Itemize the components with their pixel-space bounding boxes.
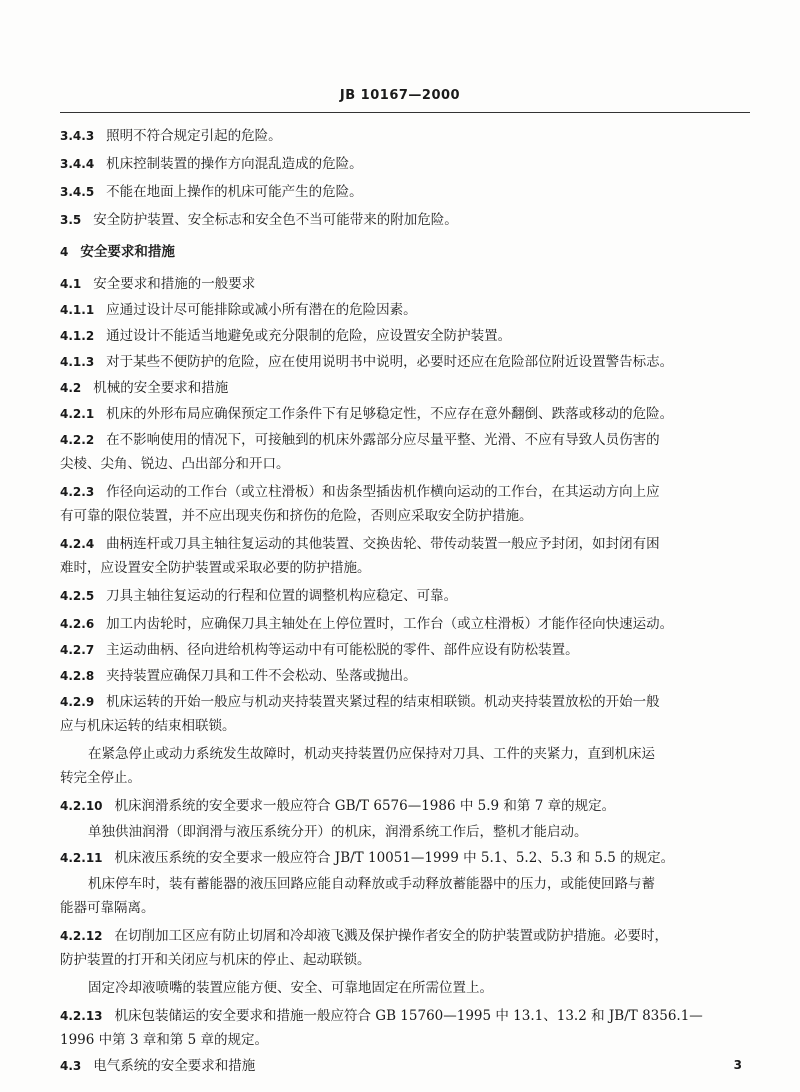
clause-4-2-10 — [60, 796, 615, 816]
clause-text: 机械的安全要求和措施 — [93, 380, 229, 396]
clause-paragraph — [60, 978, 493, 998]
section-title: 安全要求和措施 — [80, 244, 175, 260]
clause-number: 3.4.4 — [60, 157, 95, 171]
page-header: JB 10167—2000 — [339, 88, 461, 103]
clause-text: 应与机床运转的结束相联锁。 — [60, 718, 236, 734]
clause-number: 3.4.3 — [60, 129, 95, 143]
clause-continuation — [60, 716, 236, 736]
clause-number: 3.4.5 — [60, 185, 95, 199]
clause-text: 能器可靠隔离。 — [60, 900, 155, 916]
clause-continuation — [60, 506, 533, 526]
clause-number: 4.2.7 — [60, 643, 95, 657]
clause-number: 4.2.4 — [60, 537, 95, 551]
clause-3-4-5 — [60, 182, 363, 202]
clause-number: 4.2.11 — [60, 851, 103, 865]
clause-continuation — [60, 768, 141, 788]
clause-number: 4.1.2 — [60, 329, 95, 343]
clause-number: 4.2.5 — [60, 589, 95, 603]
clause-text: 防护装置的打开和关闭应与机床的停止、起动联锁。 — [60, 952, 371, 968]
clause-paragraph — [60, 874, 655, 894]
clause-number: 4.2.12 — [60, 929, 103, 943]
clause-number: 4.2.3 — [60, 485, 95, 499]
clause-text: 通过设计不能适当地避免或充分限制的危险，应设置安全防护装置。 — [106, 328, 512, 344]
clause-number: 4.1.3 — [60, 355, 95, 369]
clause-4-2-9 — [60, 692, 660, 712]
clause-4-2-1 — [60, 404, 673, 424]
clause-4-2-3 — [60, 482, 660, 502]
clause-number: 3.5 — [60, 213, 82, 227]
clause-number: 4.1 — [60, 277, 82, 291]
clause-number: 4.2.2 — [60, 433, 95, 447]
clause-4-1 — [60, 274, 255, 294]
clause-text: 主运动曲柄、径向进给机构等运动中有可能松脱的零件、部件应设有防松装置。 — [106, 642, 579, 658]
clause-4-2-12 — [60, 926, 668, 946]
clause-text: 尖棱、尖角、锐边、凸出部分和开口。 — [60, 456, 290, 472]
clause-text: 机床控制装置的操作方向混乱造成的危险。 — [106, 156, 363, 172]
clause-text: 电气系统的安全要求和措施 — [93, 1058, 256, 1074]
clause-text: 安全防护装置、安全标志和安全色不当可能带来的附加危险。 — [93, 212, 458, 228]
clause-4-1-3 — [60, 352, 673, 372]
clause-text: 曲柄连杆或刀具主轴往复运动的其他装置、交换齿轮、带传动装置一般应予封闭，如封闭有困 — [106, 536, 660, 552]
clause-3-5 — [60, 210, 458, 230]
clause-paragraph — [60, 744, 655, 764]
clause-text: 难时，应设置安全防护装置或采取必要的防护措施。 — [60, 560, 371, 576]
clause-text: 夹持装置应确保刀具和工件不会松动、坠落或抛出。 — [106, 668, 417, 684]
clause-4-1-1 — [60, 300, 417, 320]
clause-number: 4.2.6 — [60, 617, 95, 631]
clause-text: 作径向运动的工作台（或立柱滑板）和齿条型插齿机作横向运动的工作台，在其运动方向上应 — [106, 484, 660, 500]
clause-text: 在不影响使用的情况下，可接触到的机床外露部分应尽量平整、光滑、不应有导致人员伤害的 — [106, 432, 660, 448]
clause-text: 加工内齿轮时，应确保刀具主轴处在上停位置时，工作台（或立柱滑板）才能作径向快速运动。 — [106, 616, 674, 632]
clause-number: 4.2.8 — [60, 669, 95, 683]
clause-4-2-11 — [60, 848, 674, 868]
header-rule — [60, 112, 750, 113]
clause-text: 对于某些不便防护的危险，应在使用说明书中说明，必要时还应在危险部位附近设置警告标志。 — [106, 354, 674, 370]
clause-4-2-8 — [60, 666, 417, 686]
clause-4-3 — [60, 1056, 255, 1076]
clause-text: 1996 中第 3 章和第 5 章的规定。 — [60, 1032, 268, 1048]
clause-continuation — [60, 454, 290, 474]
clause-text: 应通过设计尽可能排除或减小所有潜在的危险因素。 — [106, 302, 417, 318]
clause-text: 不能在地面上操作的机床可能产生的危险。 — [106, 184, 363, 200]
clause-4-1-2 — [60, 326, 511, 346]
clause-text: 机床运转的开始一般应与机动夹持装置夹紧过程的结束相联锁。机动夹持装置放松的开始一般 — [106, 694, 660, 710]
clause-number: 4.2.10 — [60, 799, 103, 813]
clause-4-2-13 — [60, 1006, 703, 1026]
clause-text: 单独供油润滑（即润滑与液压系统分开）的机床，润滑系统工作后，整机才能启动。 — [88, 824, 588, 840]
clause-number: 4.2 — [60, 381, 82, 395]
clause-4-2-6 — [60, 614, 673, 634]
clause-continuation — [60, 1030, 268, 1050]
clause-text: 机床停车时，装有蓄能器的液压回路应能自动释放或手动释放蓄能器中的压力，或能使回路与蓄 — [88, 876, 655, 892]
clause-4-2-4 — [60, 534, 660, 554]
clause-text: 在紧急停止或动力系统发生故障时，机动夹持装置仍应保持对刀具、工件的夹紧力，直到机床运 — [88, 746, 655, 762]
clause-number: 4.1.1 — [60, 303, 95, 317]
clause-number: 4.2.1 — [60, 407, 95, 421]
section-4-heading — [60, 242, 175, 262]
clause-text: 安全要求和措施的一般要求 — [93, 276, 256, 292]
clause-text: 在切削加工区应有防止切屑和冷却液飞溅及保护操作者安全的防护装置或防护措施。必要时， — [114, 928, 669, 944]
clause-continuation — [60, 950, 371, 970]
clause-text: 有可靠的限位装置，并不应出现夹伤和挤伤的危险，否则应采取安全防护措施。 — [60, 508, 533, 524]
clause-text: 机床的外形布局应确保预定工作条件下有足够稳定性，不应存在意外翻倒、跌落或移动的危险。 — [106, 406, 674, 422]
clause-continuation — [60, 558, 371, 578]
clause-3-4-4 — [60, 154, 363, 174]
clause-paragraph — [60, 822, 588, 842]
clause-4-2 — [60, 378, 228, 398]
clause-4-2-5 — [60, 586, 457, 606]
clause-4-2-7 — [60, 640, 579, 660]
clause-continuation — [60, 898, 155, 918]
clause-text: 机床包装储运的安全要求和措施一般应符合 GB 15760—1995 中 13.1、13.2 和 JB/T 8356.1— — [114, 1008, 703, 1024]
clause-number: 4.2.9 — [60, 695, 95, 709]
clause-text: 刀具主轴往复运动的行程和位置的调整机构应稳定、可靠。 — [106, 588, 458, 604]
clause-text: 机床液压系统的安全要求一般应符合 JB/T 10051—1999 中 5.1、5.2、5.3 和 5.5 的规定。 — [114, 850, 675, 866]
page-number: 3 — [733, 1058, 742, 1072]
clause-number: 4.2.13 — [60, 1009, 103, 1023]
clause-text: 固定冷却液喷嘴的装置应能方便、安全、可靠地固定在所需位置上。 — [88, 980, 493, 996]
clause-4-2-2 — [60, 430, 660, 450]
clause-text: 转完全停止。 — [60, 770, 141, 786]
clause-number: 4.3 — [60, 1059, 82, 1073]
clause-text: 照明不符合规定引起的危险。 — [106, 128, 282, 144]
clause-3-4-3 — [60, 126, 282, 146]
clause-number: 4 — [60, 245, 69, 259]
clause-text: 机床润滑系统的安全要求一般应符合 GB/T 6576—1986 中 5.9 和第 7 章的规定。 — [114, 798, 616, 814]
